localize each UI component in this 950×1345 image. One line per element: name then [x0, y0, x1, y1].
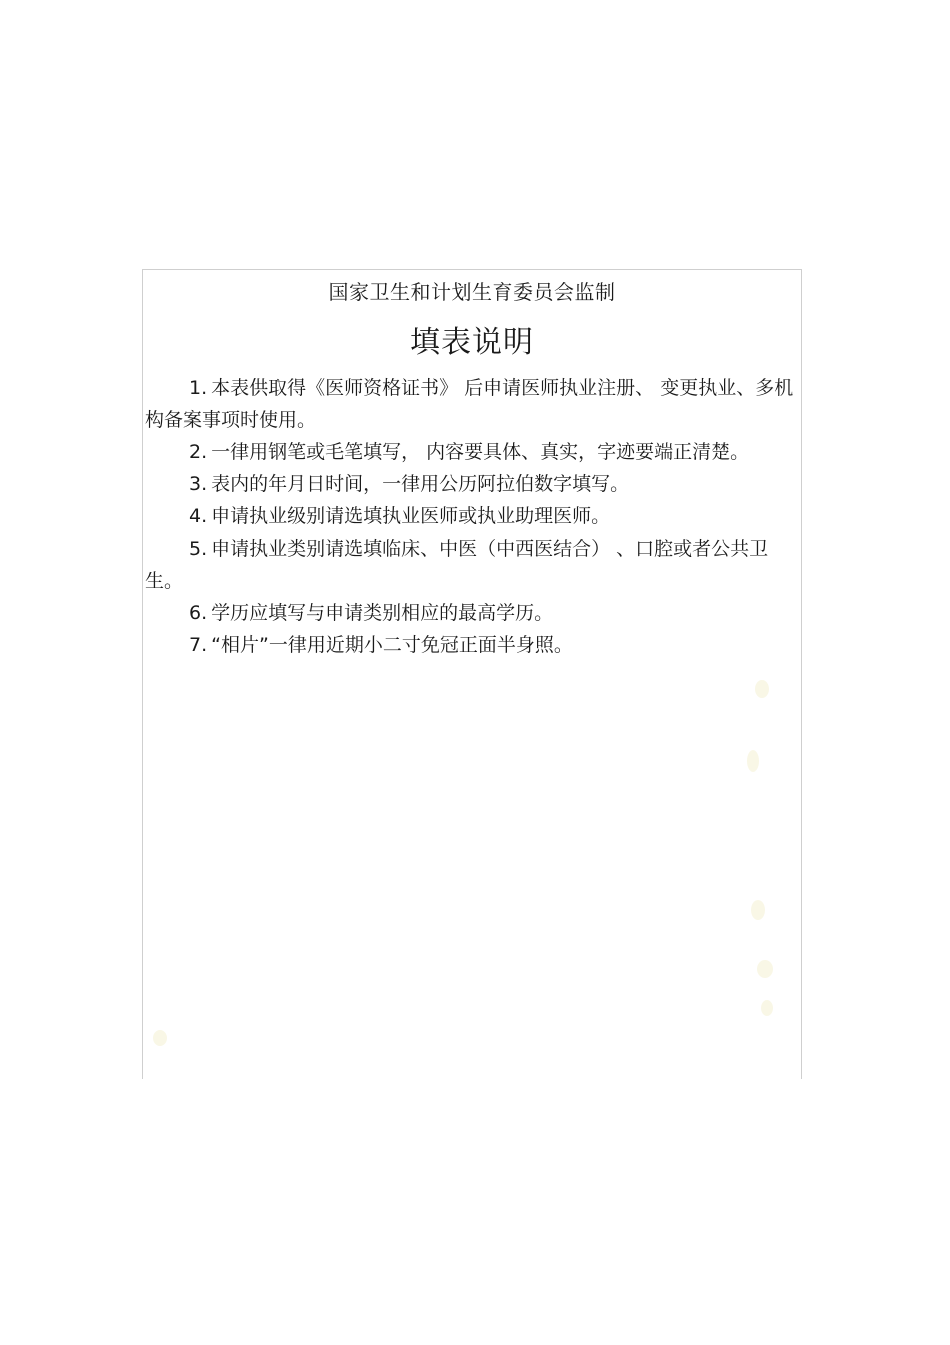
instruction-number: 7. [189, 634, 208, 656]
instruction-text: 申请执业级别请选填执业医师或执业助理医师。 [211, 505, 611, 527]
page-title: 填表说明 [410, 325, 534, 360]
instruction-number: 2. [189, 441, 208, 463]
instruction-text: “相片”一律用近期小二寸免冠正面半身照。 [211, 634, 573, 656]
supervisor-line: 国家卫生和计划生育委员会监制 [328, 280, 616, 304]
instruction-number: 1. [189, 377, 208, 399]
paper-fleck [757, 960, 773, 978]
instruction-list [145, 372, 801, 661]
instruction-item-3 [145, 468, 801, 500]
instruction-text: 表内的年月日时间，一律用公历阿拉伯数字填写。 [211, 473, 630, 495]
instruction-item-5 [145, 533, 801, 597]
instruction-number: 4. [189, 505, 208, 527]
instruction-text: 申请执业类别请选填临床、中医（中西医结合） 、口腔或者公共卫生。 [145, 538, 769, 592]
paper-fleck [761, 1000, 773, 1016]
instruction-item-6 [145, 597, 801, 629]
instruction-number: 5. [189, 538, 208, 560]
form-page [142, 269, 802, 1079]
instruction-text: 本表供取得《医师资格证书》 后申请医师执业注册、 变更执业、多机构备案事项时使用。 [145, 377, 794, 431]
paper-fleck [755, 680, 769, 698]
instruction-item-2 [145, 436, 801, 468]
instruction-item-1 [145, 372, 801, 436]
instruction-number: 6. [189, 602, 208, 624]
instruction-text: 一律用钢笔或毛笔填写， 内容要具体、真实，字迹要端正清楚。 [211, 441, 750, 463]
instruction-text: 学历应填写与申请类别相应的最高学历。 [211, 602, 554, 624]
instruction-item-4 [145, 500, 801, 532]
instruction-number: 3. [189, 473, 208, 495]
paper-fleck [747, 750, 759, 772]
instruction-item-7 [145, 629, 801, 661]
paper-fleck [153, 1030, 167, 1046]
paper-fleck [751, 900, 765, 920]
